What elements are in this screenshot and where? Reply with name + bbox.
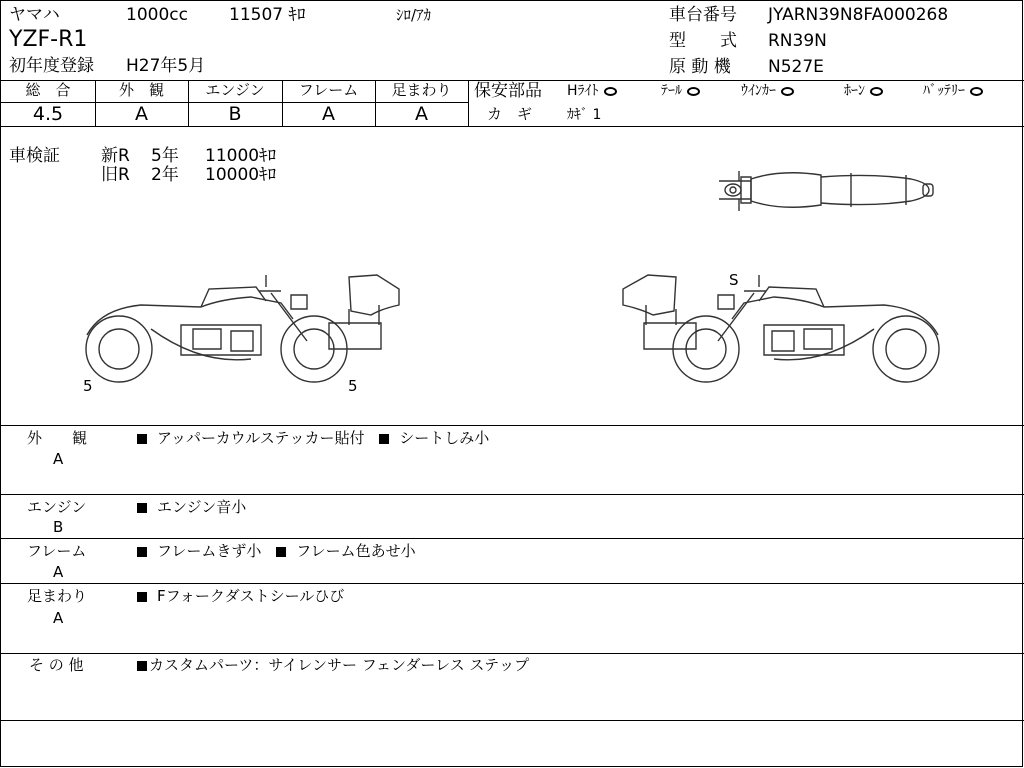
ok-circle-icon	[687, 87, 700, 96]
rear-tire-grade: 5	[348, 377, 358, 395]
maker: ヤマハ	[9, 5, 60, 25]
bullet-square-icon	[137, 661, 147, 671]
remark-grade-exterior: A	[53, 450, 64, 468]
remarks-bottom-border	[1, 720, 1024, 721]
remarks-divider	[1, 583, 1024, 584]
remark-label-exterior: 外 観	[27, 429, 88, 447]
shaken-old-km: 10000ｷﾛ	[205, 165, 277, 185]
remark-items-exterior: アッパーカウルステッカー貼付 シートしみ小	[137, 431, 489, 446]
score-label-overall: 総 合	[25, 81, 71, 99]
remark-grade-engine: B	[53, 518, 64, 536]
remarks-divider	[1, 653, 1024, 654]
score-label-frame: フレーム	[298, 81, 359, 99]
score-value-suspension: A	[415, 103, 428, 125]
shaken-new-km: 11000ｷﾛ	[205, 146, 277, 166]
remark-label-suspension: 足まわり	[27, 587, 88, 605]
frame-no: JYARN39N8FA000268	[768, 5, 949, 25]
safety-item-battery: ﾊﾞｯﾃﾘｰ	[923, 84, 983, 98]
shaken-label: 車検証	[9, 146, 60, 166]
bullet-square-icon	[276, 547, 286, 557]
model-name: YZF-R1	[9, 27, 88, 52]
engine-label: 原 動 機	[669, 57, 731, 77]
score-value-overall: 4.5	[32, 103, 64, 125]
remarks-divider	[1, 494, 1024, 495]
shaken-new-years: 5年	[151, 146, 179, 166]
bullet-square-icon	[137, 503, 147, 513]
score-value-exterior: A	[135, 103, 148, 125]
safety-label: 保安部品	[474, 81, 542, 101]
displacement: 1000cc	[126, 5, 188, 25]
bullet-square-icon	[137, 592, 147, 602]
shaken-new-label: 新R	[101, 146, 130, 166]
mileage: 11507 ｷﾛ	[229, 5, 306, 25]
ok-circle-icon	[870, 87, 883, 96]
key-label: カ ギ	[487, 105, 533, 123]
motorcycle-left-side-diagram	[81, 269, 406, 389]
remark-items-other: カスタムパーツ：サイレンサー フェンダーレス ステップ	[137, 658, 529, 673]
damage-marker-s: S	[729, 271, 739, 289]
remark-grade-frame: A	[53, 563, 64, 581]
remark-label-frame: フレーム	[27, 542, 87, 560]
bullet-square-icon	[137, 547, 147, 557]
safety-item-winker: ｳｲﾝｶｰ	[741, 84, 794, 98]
type-value: RN39N	[768, 31, 827, 51]
score-label-engine: エンジン	[205, 81, 265, 99]
type-label: 型 式	[669, 31, 737, 51]
score-value-frame: A	[322, 103, 335, 125]
ok-circle-icon	[604, 87, 617, 96]
color: ｼﾛ/ｱｶ	[396, 6, 432, 24]
shaken-old-label: 旧R	[101, 165, 130, 185]
shaken-old-years: 2年	[151, 165, 179, 185]
remark-items-frame: フレームきず小 フレーム色あせ小	[137, 544, 416, 559]
ok-circle-icon	[970, 87, 983, 96]
frame-no-label: 車台番号	[669, 5, 737, 25]
motorcycle-right-side-diagram	[619, 269, 944, 389]
motorcycle-top-view-diagram	[711, 167, 941, 215]
first-registration-value: H27年5月	[126, 56, 206, 76]
bullet-square-icon	[379, 434, 389, 444]
remark-items-engine: エンジン音小	[137, 500, 246, 515]
first-registration-label: 初年度登録	[9, 56, 94, 76]
bullet-square-icon	[137, 434, 147, 444]
remark-grade-suspension: A	[53, 609, 64, 627]
score-value-engine: B	[228, 103, 242, 125]
remark-label-engine: エンジン	[27, 498, 87, 516]
front-tire-grade: 5	[83, 377, 93, 395]
safety-item-tail: ﾃｰﾙ	[661, 84, 700, 98]
score-table-bottom-border	[1, 126, 1024, 127]
remarks-top-border	[1, 425, 1024, 426]
score-label-exterior: 外 観	[118, 81, 164, 99]
key-value: ｶｷﾞ 1	[567, 107, 602, 123]
remarks-divider	[1, 538, 1024, 539]
score-divider	[468, 80, 469, 126]
safety-item-horn: ﾎｰﾝ	[844, 84, 883, 98]
ok-circle-icon	[781, 87, 794, 96]
remark-label-other: そ の 他	[29, 656, 84, 674]
safety-item-headlight: Hﾗｲﾄ	[567, 84, 617, 98]
engine-value: N527E	[768, 57, 824, 77]
score-label-suspension: 足まわり	[391, 81, 452, 99]
remark-items-suspension: Fフォークダストシールひび	[137, 589, 344, 604]
